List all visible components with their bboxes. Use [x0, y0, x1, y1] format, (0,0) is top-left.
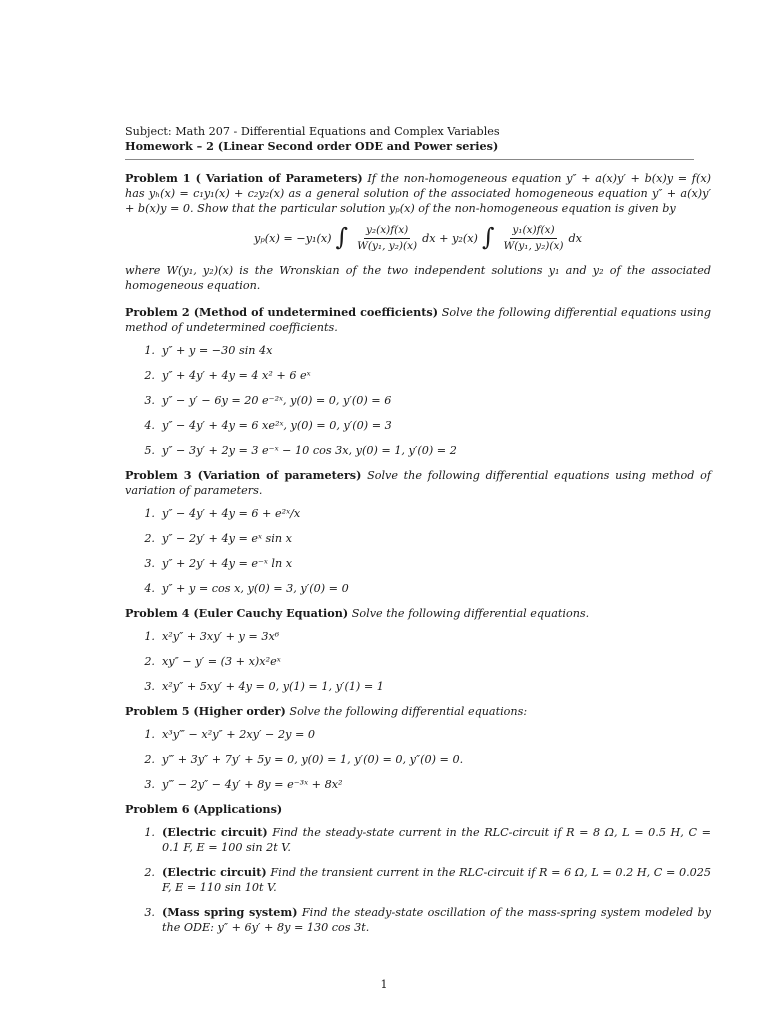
equation: y″ − 3y′ + 2y = 3 e⁻ˣ − 10 cos 3x, y(0) = 1, y′(0) = 2 [162, 444, 457, 457]
problem-4-description: Solve the following differential equations. [351, 607, 590, 620]
problem-2-title: Problem 2 (Method of undetermined coefficients) [125, 305, 439, 319]
fraction-2-numerator: y₁(x)f(x) [510, 224, 556, 239]
document-page [125, 124, 711, 945]
list-item: 1. y″ − 4y′ + 4y = 6 + e²ˣ/x [144, 507, 301, 520]
list-item: 2. y″ + 4y′ + 4y = 4 x² + 6 eˣ [144, 369, 311, 382]
list-item: 1. x³y‴ − x²y″ + 2xy′ − 2y = 0 [144, 728, 316, 741]
list-item: 1. (Electric circuit) Find the steady-state current in the RLC-circuit if R = 8 Ω, L = 0.5 H, C = 0.1 F, E = 100 sin 2t V. [144, 825, 711, 854]
list-item: 3. y‴ − 2y″ − 4y′ + 8y = e⁻³ˣ + 8x² [144, 778, 343, 791]
application-text: Find the steady-state oscillation of the mass-spring system modeled by the ODE: y″ + 6y′ + 8y = 130 cos 3t. [162, 906, 711, 934]
problem-3 [125, 468, 711, 498]
integral-sign-icon: ∫ [335, 223, 349, 251]
list-item: 4. y″ + y = cos x, y(0) = 3, y′(0) = 0 [144, 582, 349, 595]
equation: y″ + y = cos x, y(0) = 3, y′(0) = 0 [162, 582, 349, 595]
problem-4 [125, 606, 711, 621]
formula-lhs: yₚ(x) = −y₁(x) [254, 232, 332, 245]
problem-5 [125, 704, 711, 719]
equation: xy″ − y′ = (3 + x)x²eˣ [162, 655, 281, 668]
problem-3-list [125, 506, 711, 596]
problem-3-title: Problem 3 (Variation of parameters) [125, 468, 362, 482]
application-label: (Mass spring system) [162, 905, 298, 919]
problem-6-title: Problem 6 (Applications) [125, 802, 283, 816]
problem-2 [125, 305, 711, 335]
list-item: 3. y″ + 2y′ + 4y = e⁻ˣ ln x [144, 557, 293, 570]
problem-2-description: Solve the following differential equations using method of undetermined coefficients. [125, 306, 711, 334]
problem-2-list [125, 343, 711, 458]
equation: y″ + y = −30 sin 4x [162, 344, 273, 357]
list-item: 4. y″ − 4y′ + 4y = 6 xe²ˣ, y(0) = 0, y′(0) = 3 [144, 419, 392, 432]
application-text: Find the transient current in the RLC-circuit if R = 6 Ω, L = 0.2 H, C = 0.025 F, E = 110 sin 10t V. [162, 866, 711, 894]
list-item: 2. y″ − 2y′ + 4y = eˣ sin x [144, 532, 292, 545]
problem-5-description: Solve the following differential equations: [289, 705, 528, 718]
equation: y‴ + 3y″ + 7y′ + 5y = 0, y(0) = 1, y′(0) = 0, y″(0) = 0. [162, 753, 464, 766]
formula-fraction-1 [355, 224, 419, 253]
list-item: 2. y‴ + 3y″ + 7y′ + 5y = 0, y(0) = 1, y′(0) = 0, y″(0) = 0. [144, 753, 464, 766]
equation: y″ + 2y′ + 4y = e⁻ˣ ln x [162, 557, 293, 570]
list-item: 3. y″ − y′ − 6y = 20 e⁻²ˣ, y(0) = 0, y′(0) = 6 [144, 394, 392, 407]
equation: x²y″ + 5xy′ + 4y = 0, y(1) = 1, y′(1) = 1 [162, 680, 384, 693]
subject-line: Subject: Math 207 - Differential Equations and Complex Variables [125, 125, 500, 138]
page-number: 1 [380, 978, 388, 991]
equation: y‴ − 2y″ − 4y′ + 8y = e⁻³ˣ + 8x² [162, 778, 343, 791]
equation: y″ − 4y′ + 4y = 6 + e²ˣ/x [162, 507, 301, 520]
problem-5-list [125, 727, 711, 792]
application-text: Find the steady-state current in the RLC-circuit if R = 8 Ω, L = 0.5 H, C = 0.1 F, E = 100 sin 2t V. [162, 826, 711, 854]
problem-4-list [125, 629, 711, 694]
equation: y″ − 2y′ + 4y = eˣ sin x [162, 532, 292, 545]
problem-6-list [125, 825, 711, 935]
list-item: 3. (Mass spring system) Find the steady-state oscillation of the mass-spring system modeled by the ODE: y″ + 6y′ + 8y = 130 cos 3t. [144, 905, 711, 934]
fraction-2-denominator: W(y₁, y₂)(x) [503, 240, 564, 252]
application-label: (Electric circuit) [162, 825, 268, 839]
integral-sign-icon: ∫ [481, 223, 495, 251]
list-item: 2. (Electric circuit) Find the transient current in the RLC-circuit if R = 6 Ω, L = 0.2 H, C = 0.025 F, E = 110 sin 10t V. [144, 865, 711, 894]
equation: x³y‴ − x²y″ + 2xy′ − 2y = 0 [162, 728, 316, 741]
problem-5-title: Problem 5 (Higher order) [125, 704, 286, 718]
fraction-1-denominator: W(y₁, y₂)(x) [357, 240, 418, 252]
equation: y″ − y′ − 6y = 20 e⁻²ˣ, y(0) = 0, y′(0) = 6 [162, 394, 392, 407]
equation: x²y″ + 3xy′ + y = 3x⁶ [162, 630, 280, 643]
formula-end: dx [568, 232, 582, 245]
list-item: 5. y″ − 3y′ + 2y = 3 e⁻ˣ − 10 cos 3x, y(0) = 1, y′(0) = 2 [144, 444, 457, 457]
problem-1-title: Problem 1 ( Variation of Parameters) [125, 171, 363, 185]
equation: y″ + 4y′ + 4y = 4 x² + 6 eˣ [162, 369, 311, 382]
fraction-1-numerator: y₂(x)f(x) [364, 224, 410, 239]
equation: y″ − 4y′ + 4y = 6 xe²ˣ, y(0) = 0, y′(0) = 3 [162, 419, 392, 432]
problem-6 [125, 802, 711, 817]
list-item: 2. xy″ − y′ = (3 + x)x²eˣ [144, 655, 281, 668]
particular-solution-formula [125, 224, 711, 253]
problem-4-title: Problem 4 (Euler Cauchy Equation) [125, 606, 349, 620]
header-divider [125, 159, 694, 160]
problem-3-description: Solve the following differential equations using method of variation of parameters. [125, 469, 711, 497]
problem-1-description: If the non-homogeneous equation y″ + a(x)y′ + b(x)y = f(x) has yₕ(x) = c₁y₁(x) + c₂y₂(x) as a general solution of the associated homogeneous equation y″ + a(x)y′ + b(x)y = 0. Show that the particular solution yₚ(x) of the non-homogeneous equation is given by [125, 172, 711, 215]
problem-1-wronskian-note: where W(y₁, y₂)(x) is the Wronskian of the two independent solutions y₁ and y₂ of the associated homogeneous equation. [125, 264, 711, 292]
homework-title: Homework – 2 (Linear Second order ODE and Power series) [125, 139, 499, 153]
list-item: 1. y″ + y = −30 sin 4x [144, 344, 273, 357]
application-label: (Electric circuit) [162, 865, 267, 879]
list-item: 3. x²y″ + 5xy′ + 4y = 0, y(1) = 1, y′(1) = 1 [144, 680, 384, 693]
list-item: 1. x²y″ + 3xy′ + y = 3x⁶ [144, 630, 280, 643]
formula-middle: dx + y₂(x) [422, 232, 478, 245]
problem-1 [125, 171, 711, 216]
formula-fraction-2 [501, 224, 565, 253]
